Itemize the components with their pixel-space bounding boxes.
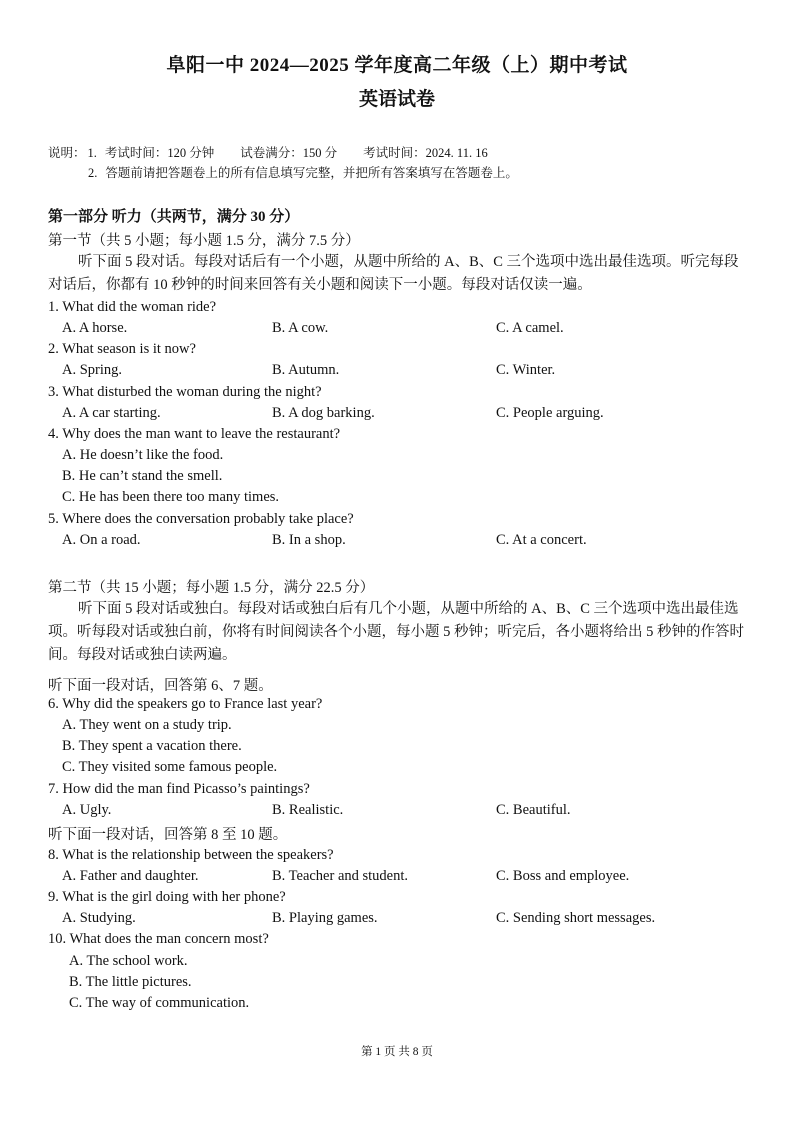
q8-option-c: C. Boss and employee.: [496, 868, 630, 884]
q5-option-a: A. On a road.: [62, 532, 141, 548]
question-7: 7. How did the man find Picasso’s paintings?: [48, 781, 310, 797]
question-1: 1. What did the woman ride?: [48, 299, 217, 315]
q4-option-b: B. He can’t stand the smell.: [62, 468, 223, 484]
q4-option-c: C. He has been there too many times.: [62, 489, 280, 505]
question-4: 4. Why does the man want to leave the restaurant?: [48, 426, 341, 442]
q4-option-a: A. He doesn’t like the food.: [62, 447, 224, 463]
question-6: 6. Why did the speakers go to France last year?: [48, 696, 323, 712]
q6-option-c: C. They visited some famous people.: [62, 759, 278, 775]
q7-option-b: B. Realistic.: [272, 802, 344, 818]
q10-option-c: C. The way of communication.: [69, 995, 250, 1011]
note-line-2: [88, 163, 518, 181]
q7-option-c: C. Beautiful.: [496, 802, 571, 818]
q2-option-c: C. Winter.: [496, 362, 556, 378]
note-exam-date: 考试时间：2024. 11. 16: [363, 146, 488, 160]
exam-subtitle: 英语试卷: [358, 89, 435, 110]
q2-option-b: B. Autumn.: [272, 362, 340, 378]
note-2-text: 答题前请把答题卷上的所有信息填写完整，并把所有答案填写在答题卷上。: [105, 166, 518, 180]
q8-option-a: A. Father and daughter.: [62, 868, 199, 884]
section1-instructions: 听下面 5 段对话。每段对话后有一个小题，从题中所给的 A、B、C 三个选项中选出最佳选项。听完每段对话后，你都有 10 秒钟的时间来回答有关小题和阅读下一小题。每段对话仅读一遍。: [48, 254, 739, 293]
q10-option-a: A. The school work.: [69, 953, 188, 969]
note-2-number: 2.: [88, 166, 98, 180]
q9-option-a: A. Studying.: [62, 910, 136, 926]
q2-option-a: A. Spring.: [62, 362, 123, 378]
question-2: 2. What season is it now?: [48, 341, 196, 357]
q1-option-a: A. A horse.: [62, 320, 128, 336]
q3-option-b: B. A dog barking.: [272, 405, 375, 421]
exam-title: 阜阳一中 2024—2025 学年度高二年级（上）期中考试: [166, 55, 628, 76]
q6-option-b: B. They spent a vacation there.: [62, 738, 242, 754]
section1-heading: 第一节（共 5 小题；每小题 1.5 分，满分 7.5 分）: [48, 233, 360, 249]
section2-heading: 第二节（共 15 小题；每小题 1.5 分，满分 22.5 分）: [48, 580, 375, 596]
q7-option-a: A. Ugly.: [62, 802, 112, 818]
note-line-1: [48, 143, 488, 161]
q3-option-a: A. A car starting.: [62, 405, 161, 421]
question-10: 10. What does the man concern most?: [48, 931, 269, 947]
q5-option-c: C. At a concert.: [496, 532, 587, 548]
q1-option-c: C. A camel.: [496, 320, 564, 336]
page-number: 第 1 页 共 8 页: [361, 1046, 433, 1058]
q10-option-b: B. The little pictures.: [69, 974, 192, 990]
q5-option-b: B. In a shop.: [272, 532, 346, 548]
q8-option-b: B. Teacher and student.: [272, 868, 409, 884]
q3-option-c: C. People arguing.: [496, 405, 604, 421]
section2-instructions: 听下面 5 段对话或独白。每段对话或独白后有几个小题，从题中所给的 A、B、C 三个选项中选出最佳选项。听每段对话或独白前，你将有时间阅读各个小题，每小题 5 秒钟；听完后，各小题将给出 5 秒钟的作答时间。每段对话或独白读两遍。: [48, 601, 744, 663]
question-9: 9. What is the girl doing with her phone?: [48, 889, 286, 905]
listen-instruction-8-10: 听下面一段对话，回答第 8 至 10 题。: [48, 827, 288, 843]
listen-instruction-6-7: 听下面一段对话，回答第 6、7 题。: [48, 678, 273, 694]
note-full-score: 试卷满分：150 分: [240, 146, 338, 160]
q9-option-b: B. Playing games.: [272, 910, 378, 926]
note-label: 说明：: [48, 146, 86, 160]
part1-heading: 第一部分 听力（共两节，满分 30 分）: [48, 209, 300, 225]
question-8: 8. What is the relationship between the speakers?: [48, 847, 334, 863]
q9-option-c: C. Sending short messages.: [496, 910, 656, 926]
question-3: 3. What disturbed the woman during the night?: [48, 384, 322, 400]
q1-option-b: B. A cow.: [272, 320, 329, 336]
q6-option-a: A. They went on a study trip.: [62, 717, 232, 733]
question-5: 5. Where does the conversation probably take place?: [48, 511, 354, 527]
note-1-number: 1.: [87, 146, 97, 160]
note-exam-duration: 考试时间：120 分钟: [104, 146, 215, 160]
